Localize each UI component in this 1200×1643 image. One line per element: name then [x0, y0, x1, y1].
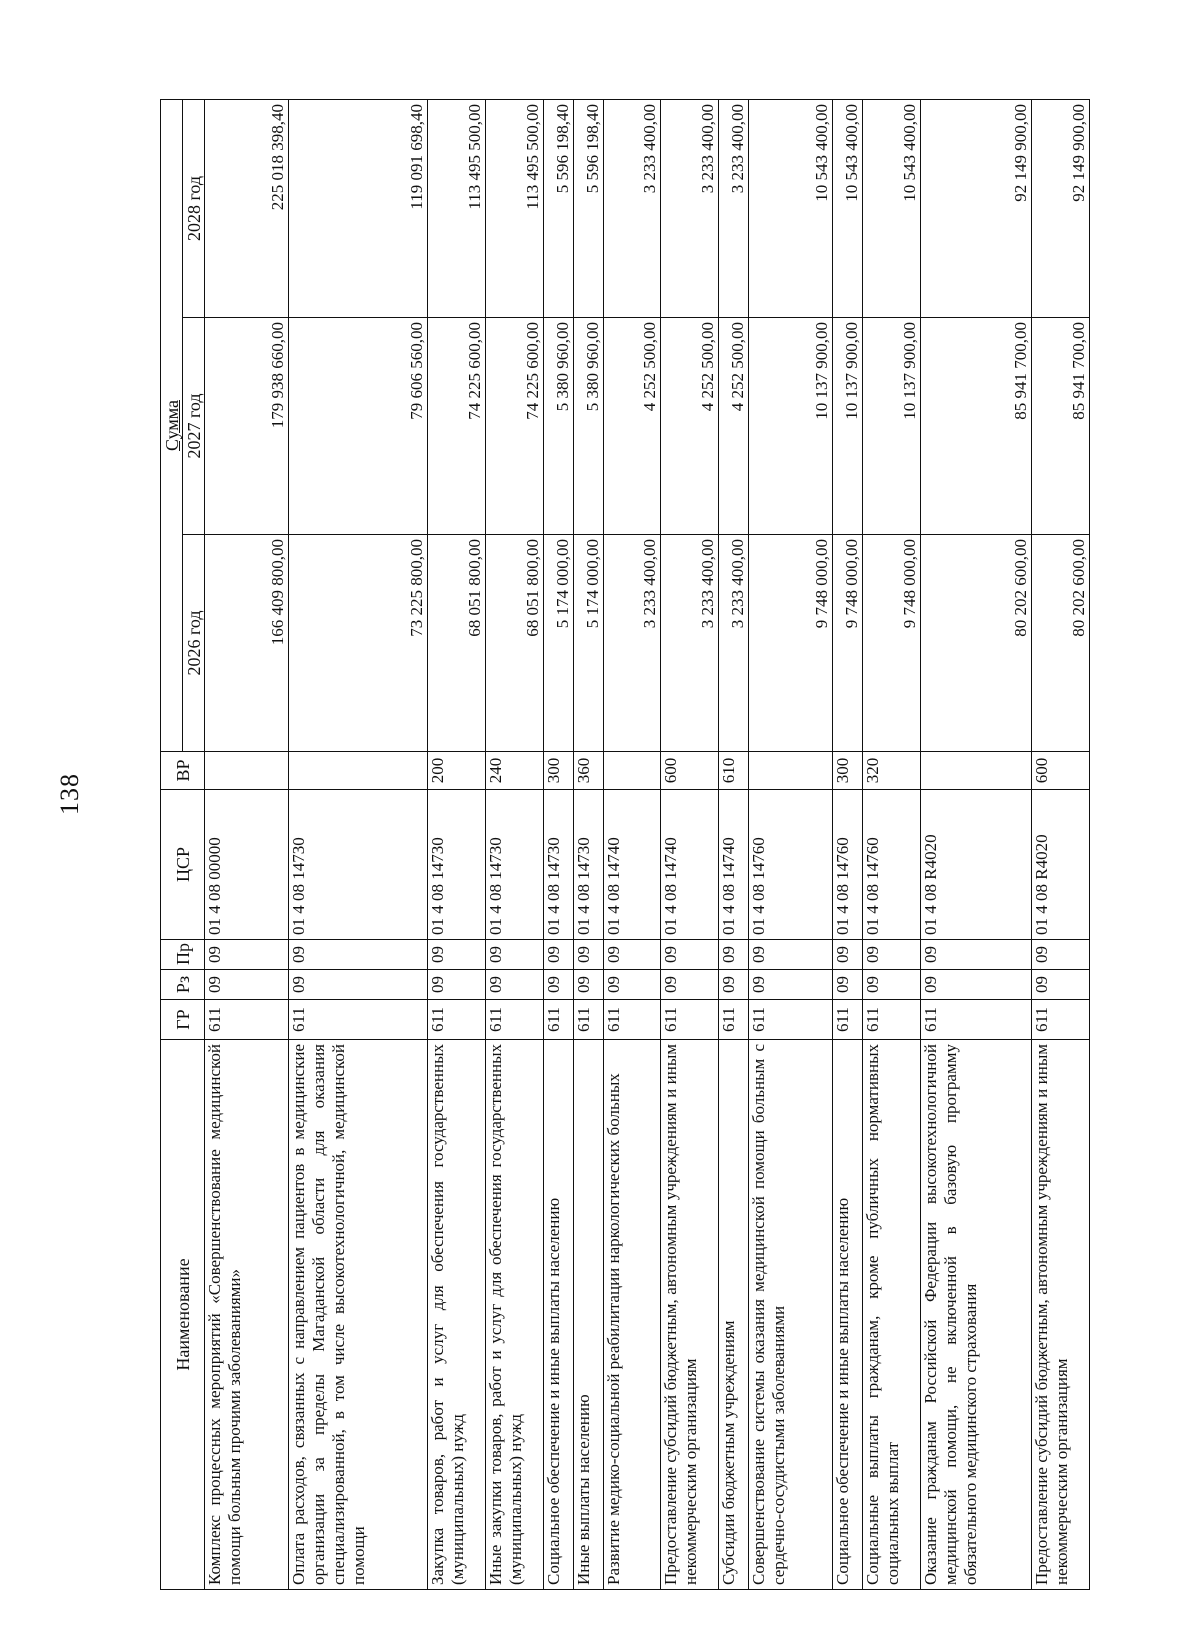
- row-2028: 113 495 500,00: [427, 99, 485, 317]
- header-pr: Пр: [161, 940, 205, 970]
- row-2027: 10 137 900,00: [749, 318, 833, 535]
- row-rz: 09: [920, 970, 1031, 1000]
- table-row: [573, 99, 603, 1589]
- row-name: Иные выплаты населению: [573, 1040, 603, 1590]
- header-2027: 2027 год: [183, 318, 205, 535]
- row-rz: 09: [573, 970, 603, 1000]
- row-rz: 09: [719, 970, 749, 1000]
- row-2028: 119 091 698,40: [288, 99, 427, 317]
- row-vr: 610: [719, 752, 749, 790]
- page-number: 138: [55, 773, 84, 815]
- row-2026: 166 409 800,00: [205, 535, 289, 752]
- row-2027: 79 606 560,00: [288, 318, 427, 535]
- row-vr: 300: [543, 752, 573, 790]
- row-2028: 92 149 900,00: [920, 99, 1031, 317]
- row-name: Оказание гражданам Российской Федерации высокотехнологичной медицинской помощи, не включенной в базовую программу обязательного медицинского страхования: [920, 1040, 1031, 1590]
- row-csr: 01 4 08 14740: [603, 790, 661, 940]
- row-pr: 09: [427, 940, 485, 970]
- row-2028: 10 543 400,00: [832, 99, 862, 317]
- row-gr: 611: [288, 1000, 427, 1040]
- row-2028: 3 233 400,00: [661, 99, 719, 317]
- header-sum: Сумма: [161, 99, 183, 751]
- table-row: [661, 99, 719, 1589]
- row-vr: 600: [661, 752, 719, 790]
- table-row: [603, 99, 661, 1589]
- row-2028: 3 233 400,00: [603, 99, 661, 317]
- header-name: Наименование: [161, 1040, 205, 1590]
- row-pr: 09: [543, 940, 573, 970]
- row-gr: 611: [485, 1000, 543, 1040]
- header-2026: 2026 год: [183, 535, 205, 752]
- row-2028: 3 233 400,00: [719, 99, 749, 317]
- row-2026: 3 233 400,00: [719, 535, 749, 752]
- row-csr: 01 4 08 14760: [832, 790, 862, 940]
- row-vr: [920, 752, 1031, 790]
- row-rz: 09: [661, 970, 719, 1000]
- table-row: [749, 99, 833, 1589]
- row-name: Предоставление субсидий бюджетным, автономным учреждениям и иным некоммерческим организациям: [661, 1040, 719, 1590]
- row-2026: 9 748 000,00: [862, 535, 920, 752]
- row-pr: 09: [749, 940, 833, 970]
- row-csr: 01 4 08 14740: [719, 790, 749, 940]
- row-gr: 611: [603, 1000, 661, 1040]
- row-rz: 09: [205, 970, 289, 1000]
- row-gr: 611: [719, 1000, 749, 1040]
- row-gr: 611: [573, 1000, 603, 1040]
- row-name: Иные закупки товаров, работ и услуг для обеспечения государственных (муниципальных) нужд: [485, 1040, 543, 1590]
- row-name: Социальные выплаты гражданам, кроме публичных нормативных социальных выплат: [862, 1040, 920, 1590]
- row-pr: 09: [832, 940, 862, 970]
- header-gr: ГР: [161, 1000, 205, 1040]
- table-row: [920, 99, 1031, 1589]
- row-rz: 09: [1032, 970, 1090, 1000]
- budget-table-container: [160, 100, 1090, 1590]
- row-2027: 85 941 700,00: [1032, 318, 1090, 535]
- row-vr: 600: [1032, 752, 1090, 790]
- row-csr: 01 4 08 14730: [573, 790, 603, 940]
- row-2028: 10 543 400,00: [862, 99, 920, 317]
- table-row: [832, 99, 862, 1589]
- row-pr: 09: [862, 940, 920, 970]
- row-pr: 09: [1032, 940, 1090, 970]
- row-2027: 85 941 700,00: [920, 318, 1031, 535]
- budget-table: [160, 99, 1090, 1590]
- row-csr: 01 4 08 14730: [543, 790, 573, 940]
- table-row: [427, 99, 485, 1589]
- row-pr: 09: [661, 940, 719, 970]
- row-vr: [205, 752, 289, 790]
- row-pr: 09: [485, 940, 543, 970]
- table-row: [543, 99, 573, 1589]
- row-2027: 179 938 660,00: [205, 318, 289, 535]
- row-gr: 611: [862, 1000, 920, 1040]
- row-name: Субсидии бюджетным учреждениям: [719, 1040, 749, 1590]
- row-rz: 09: [543, 970, 573, 1000]
- row-vr: 300: [832, 752, 862, 790]
- row-2027: 5 380 960,00: [543, 318, 573, 535]
- row-rz: 09: [832, 970, 862, 1000]
- row-pr: 09: [920, 940, 1031, 970]
- header-vr: ВР: [161, 752, 205, 790]
- row-rz: 09: [427, 970, 485, 1000]
- row-name: Комплекс процессных мероприятий «Совершенствование медицинской помощи больным прочими заболеваниями»: [205, 1040, 289, 1590]
- row-2026: 68 051 800,00: [427, 535, 485, 752]
- row-name: Предоставление субсидий бюджетным, автономным учреждениям и иным некоммерческим организациям: [1032, 1040, 1090, 1590]
- row-vr: [288, 752, 427, 790]
- header-2028: 2028 год: [183, 99, 205, 317]
- row-pr: 09: [603, 940, 661, 970]
- row-2026: 5 174 000,00: [573, 535, 603, 752]
- row-2028: 10 543 400,00: [749, 99, 833, 317]
- row-2026: 9 748 000,00: [832, 535, 862, 752]
- row-csr: 01 4 08 14760: [862, 790, 920, 940]
- row-gr: 611: [1032, 1000, 1090, 1040]
- table-row: [485, 99, 543, 1589]
- row-2028: 225 018 398,40: [205, 99, 289, 317]
- row-2026: 80 202 600,00: [920, 535, 1031, 752]
- row-2027: 74 225 600,00: [485, 318, 543, 535]
- row-2027: 74 225 600,00: [427, 318, 485, 535]
- row-gr: 611: [920, 1000, 1031, 1040]
- table-row: [719, 99, 749, 1589]
- table-row: [205, 99, 289, 1589]
- row-name: Закупка товаров, работ и услуг для обеспечения государственных (муниципальных) нужд: [427, 1040, 485, 1590]
- row-csr: 01 4 08 14740: [661, 790, 719, 940]
- row-2026: 80 202 600,00: [1032, 535, 1090, 752]
- row-csr: 01 4 08 R4020: [920, 790, 1031, 940]
- row-vr: [749, 752, 833, 790]
- row-rz: 09: [288, 970, 427, 1000]
- row-pr: 09: [573, 940, 603, 970]
- row-2026: 9 748 000,00: [749, 535, 833, 752]
- table-row: [862, 99, 920, 1589]
- row-csr: 01 4 08 14730: [288, 790, 427, 940]
- row-2027: 4 252 500,00: [603, 318, 661, 535]
- table-row: [288, 99, 427, 1589]
- row-rz: 09: [485, 970, 543, 1000]
- row-name: Социальное обеспечение и иные выплаты населению: [832, 1040, 862, 1590]
- row-pr: 09: [288, 940, 427, 970]
- row-vr: 240: [485, 752, 543, 790]
- row-2026: 68 051 800,00: [485, 535, 543, 752]
- row-vr: 360: [573, 752, 603, 790]
- row-2028: 113 495 500,00: [485, 99, 543, 317]
- header-csr: ЦСР: [161, 790, 205, 940]
- row-gr: 611: [205, 1000, 289, 1040]
- row-2026: 3 233 400,00: [661, 535, 719, 752]
- row-rz: 09: [862, 970, 920, 1000]
- row-gr: 611: [749, 1000, 833, 1040]
- row-csr: 01 4 08 00000: [205, 790, 289, 940]
- row-2028: 5 596 198,40: [573, 99, 603, 317]
- row-rz: 09: [603, 970, 661, 1000]
- row-gr: 611: [427, 1000, 485, 1040]
- row-csr: 01 4 08 14730: [427, 790, 485, 940]
- row-vr: 200: [427, 752, 485, 790]
- row-2026: 3 233 400,00: [603, 535, 661, 752]
- row-2027: 4 252 500,00: [719, 318, 749, 535]
- row-gr: 611: [832, 1000, 862, 1040]
- table-row: [1032, 99, 1090, 1589]
- row-pr: 09: [719, 940, 749, 970]
- row-csr: 01 4 08 14730: [485, 790, 543, 940]
- row-2027: 4 252 500,00: [661, 318, 719, 535]
- row-gr: 611: [543, 1000, 573, 1040]
- row-name: Совершенствование системы оказания медицинской помощи больным с сердечно-сосудистыми заболеваниями: [749, 1040, 833, 1590]
- row-2027: 10 137 900,00: [832, 318, 862, 535]
- header-rz: Рз: [161, 970, 205, 1000]
- row-name: Социальное обеспечение и иные выплаты населению: [543, 1040, 573, 1590]
- row-2027: 10 137 900,00: [862, 318, 920, 535]
- row-2028: 5 596 198,40: [543, 99, 573, 317]
- row-pr: 09: [205, 940, 289, 970]
- row-vr: 320: [862, 752, 920, 790]
- row-2027: 5 380 960,00: [573, 318, 603, 535]
- row-rz: 09: [749, 970, 833, 1000]
- row-csr: 01 4 08 14760: [749, 790, 833, 940]
- row-name: Развитие медико-социальной реабилитации наркологических больных: [603, 1040, 661, 1590]
- row-name: Оплата расходов, связанных с направлением пациентов в медицинские организации за пределы Магаданской области для оказания специализированной, в том числе высокотехнологичной, медицинской помощи: [288, 1040, 427, 1590]
- row-vr: [603, 752, 661, 790]
- row-csr: 01 4 08 R4020: [1032, 790, 1090, 940]
- row-2026: 5 174 000,00: [543, 535, 573, 752]
- row-2026: 73 225 800,00: [288, 535, 427, 752]
- row-2028: 92 149 900,00: [1032, 99, 1090, 317]
- row-gr: 611: [661, 1000, 719, 1040]
